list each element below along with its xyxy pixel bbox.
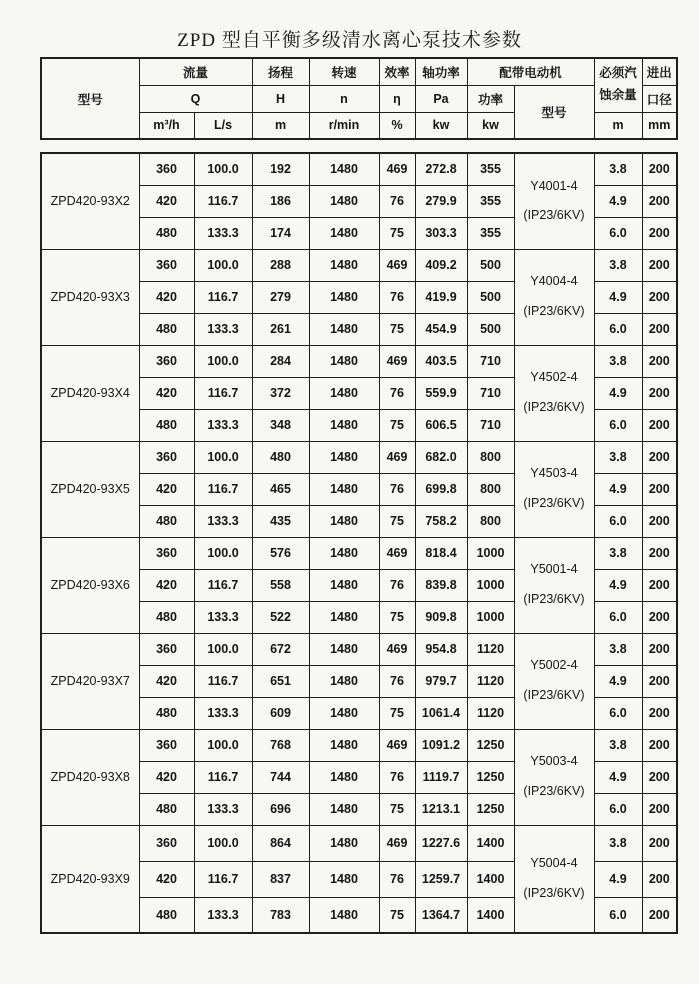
cell-npsh: 6.0 xyxy=(594,897,642,933)
pump-model-cell: ZPD420-93X7 xyxy=(41,633,139,729)
cell-flow-ls: 116.7 xyxy=(194,281,252,313)
cell-flow-ls: 100.0 xyxy=(194,345,252,377)
cell-speed: 1480 xyxy=(309,153,379,185)
col-header-head-symbol: H xyxy=(252,85,309,112)
cell-speed: 1480 xyxy=(309,505,379,537)
col-header-motor-model: 型号 xyxy=(514,85,594,139)
cell-efficiency: 76 xyxy=(379,473,415,505)
pump-model-cell: ZPD420-93X8 xyxy=(41,729,139,825)
cell-port: 200 xyxy=(642,537,677,569)
col-header-speed-symbol: n xyxy=(309,85,379,112)
cell-speed: 1480 xyxy=(309,825,379,861)
cell-flow-ls: 116.7 xyxy=(194,861,252,897)
cell-flow-m3h: 480 xyxy=(139,601,194,633)
cell-port: 200 xyxy=(642,761,677,793)
npsh-label-line2: 蚀余量 xyxy=(599,88,637,103)
col-header-motor: 配带电动机 xyxy=(467,58,594,85)
cell-head: 288 xyxy=(252,249,309,281)
cell-speed: 1480 xyxy=(309,665,379,697)
cell-head: 284 xyxy=(252,345,309,377)
cell-flow-ls: 133.3 xyxy=(194,793,252,825)
cell-speed: 1480 xyxy=(309,377,379,409)
cell-flow-m3h: 360 xyxy=(139,441,194,473)
cell-efficiency: 76 xyxy=(379,665,415,697)
cell-efficiency: 76 xyxy=(379,569,415,601)
col-header-efficiency-symbol: η xyxy=(379,85,415,112)
cell-npsh: 3.8 xyxy=(594,345,642,377)
cell-flow-ls: 100.0 xyxy=(194,825,252,861)
cell-flow-ls: 116.7 xyxy=(194,569,252,601)
npsh-label-line1: 必须汽 xyxy=(599,66,637,81)
cell-port: 200 xyxy=(642,861,677,897)
cell-head: 609 xyxy=(252,697,309,729)
cell-speed: 1480 xyxy=(309,441,379,473)
cell-shaft-power: 1119.7 xyxy=(415,761,467,793)
cell-flow-m3h: 420 xyxy=(139,861,194,897)
page-title: ZPD 型自平衡多级清水离心泵技术参数 xyxy=(177,30,522,51)
cell-speed: 1480 xyxy=(309,281,379,313)
cell-shaft-power: 403.5 xyxy=(415,345,467,377)
cell-motor-power: 800 xyxy=(467,505,514,537)
cell-npsh: 3.8 xyxy=(594,633,642,665)
cell-flow-m3h: 480 xyxy=(139,313,194,345)
cell-head: 522 xyxy=(252,601,309,633)
cell-efficiency: 75 xyxy=(379,793,415,825)
cell-flow-m3h: 420 xyxy=(139,569,194,601)
cell-port: 200 xyxy=(642,601,677,633)
table-row xyxy=(41,633,677,665)
cell-shaft-power: 839.8 xyxy=(415,569,467,601)
col-header-head: 扬程 xyxy=(252,58,309,85)
cell-flow-ls: 100.0 xyxy=(194,249,252,281)
motor-model-cell xyxy=(514,249,594,345)
cell-port: 200 xyxy=(642,409,677,441)
cell-flow-ls: 100.0 xyxy=(194,441,252,473)
table-row xyxy=(41,441,677,473)
cell-flow-ls: 116.7 xyxy=(194,473,252,505)
cell-flow-m3h: 480 xyxy=(139,697,194,729)
col-header-port-line2: 口径 xyxy=(642,85,677,112)
cell-motor-power: 800 xyxy=(467,441,514,473)
cell-speed: 1480 xyxy=(309,897,379,933)
cell-port: 200 xyxy=(642,377,677,409)
motor-model-line1: Y5001-4 xyxy=(530,562,578,577)
data-table xyxy=(40,152,678,934)
cell-npsh: 3.8 xyxy=(594,441,642,473)
cell-shaft-power: 758.2 xyxy=(415,505,467,537)
cell-port: 200 xyxy=(642,345,677,377)
cell-shaft-power: 303.3 xyxy=(415,217,467,249)
cell-shaft-power: 1213.1 xyxy=(415,793,467,825)
cell-efficiency: 469 xyxy=(379,825,415,861)
motor-model-cell xyxy=(514,345,594,441)
cell-motor-power: 500 xyxy=(467,313,514,345)
cell-flow-m3h: 420 xyxy=(139,473,194,505)
cell-speed: 1480 xyxy=(309,313,379,345)
cell-head: 186 xyxy=(252,185,309,217)
cell-flow-ls: 116.7 xyxy=(194,761,252,793)
cell-head: 435 xyxy=(252,505,309,537)
cell-efficiency: 75 xyxy=(379,897,415,933)
motor-model-line2: (IP23/6KV) xyxy=(523,592,585,606)
cell-motor-power: 1250 xyxy=(467,729,514,761)
motor-model-cell xyxy=(514,729,594,825)
cell-head: 576 xyxy=(252,537,309,569)
unit-flow-ls: L/s xyxy=(194,112,252,139)
cell-flow-m3h: 360 xyxy=(139,633,194,665)
cell-motor-power: 500 xyxy=(467,249,514,281)
cell-efficiency: 75 xyxy=(379,601,415,633)
cell-flow-m3h: 360 xyxy=(139,537,194,569)
cell-motor-power: 800 xyxy=(467,473,514,505)
cell-speed: 1480 xyxy=(309,601,379,633)
cell-speed: 1480 xyxy=(309,697,379,729)
cell-head: 837 xyxy=(252,861,309,897)
cell-port: 200 xyxy=(642,473,677,505)
motor-model-line1: Y5002-4 xyxy=(530,658,578,673)
cell-npsh: 6.0 xyxy=(594,697,642,729)
cell-flow-m3h: 360 xyxy=(139,249,194,281)
motor-model-line1: Y4001-4 xyxy=(530,178,578,193)
cell-flow-ls: 133.3 xyxy=(194,897,252,933)
cell-efficiency: 469 xyxy=(379,153,415,185)
cell-efficiency: 469 xyxy=(379,633,415,665)
cell-shaft-power: 909.8 xyxy=(415,601,467,633)
cell-flow-ls: 116.7 xyxy=(194,185,252,217)
cell-speed: 1480 xyxy=(309,473,379,505)
cell-head: 261 xyxy=(252,313,309,345)
table-row xyxy=(41,537,677,569)
col-header-flow-symbol: Q xyxy=(139,85,252,112)
cell-flow-m3h: 480 xyxy=(139,897,194,933)
cell-motor-power: 1000 xyxy=(467,537,514,569)
cell-shaft-power: 419.9 xyxy=(415,281,467,313)
unit-npsh: m xyxy=(594,112,642,139)
cell-port: 200 xyxy=(642,665,677,697)
cell-flow-ls: 116.7 xyxy=(194,377,252,409)
col-header-flow: 流量 xyxy=(139,58,252,85)
cell-npsh: 6.0 xyxy=(594,217,642,249)
pump-model-cell: ZPD420-93X4 xyxy=(41,345,139,441)
motor-model-line2: (IP23/6KV) xyxy=(523,400,585,414)
cell-motor-power: 1000 xyxy=(467,601,514,633)
cell-port: 200 xyxy=(642,569,677,601)
cell-shaft-power: 699.8 xyxy=(415,473,467,505)
motor-model-line2: (IP23/6KV) xyxy=(523,885,585,900)
cell-flow-ls: 100.0 xyxy=(194,153,252,185)
cell-npsh: 4.9 xyxy=(594,861,642,897)
cell-flow-m3h: 360 xyxy=(139,153,194,185)
cell-speed: 1480 xyxy=(309,633,379,665)
cell-motor-power: 1400 xyxy=(467,897,514,933)
col-header-model: 型号 xyxy=(41,58,139,139)
cell-head: 192 xyxy=(252,153,309,185)
cell-port: 200 xyxy=(642,697,677,729)
cell-efficiency: 76 xyxy=(379,185,415,217)
cell-efficiency: 469 xyxy=(379,537,415,569)
unit-shaft-power: kw xyxy=(415,112,467,139)
col-header-efficiency: 效率 xyxy=(379,58,415,85)
cell-head: 558 xyxy=(252,569,309,601)
table-row xyxy=(41,153,677,185)
cell-efficiency: 75 xyxy=(379,217,415,249)
cell-flow-m3h: 480 xyxy=(139,217,194,249)
cell-flow-ls: 133.3 xyxy=(194,601,252,633)
motor-model-line2: (IP23/6KV) xyxy=(523,208,585,223)
motor-model-cell xyxy=(514,441,594,537)
col-header-shaft-power-symbol: Pa xyxy=(415,85,467,112)
cell-motor-power: 1400 xyxy=(467,825,514,861)
table-row xyxy=(41,729,677,761)
col-header-port-line1: 进出 xyxy=(642,58,677,85)
cell-port: 200 xyxy=(642,897,677,933)
cell-npsh: 6.0 xyxy=(594,601,642,633)
cell-speed: 1480 xyxy=(309,345,379,377)
cell-npsh: 4.9 xyxy=(594,569,642,601)
cell-speed: 1480 xyxy=(309,217,379,249)
header-table xyxy=(40,57,678,140)
cell-npsh: 4.9 xyxy=(594,377,642,409)
cell-motor-power: 710 xyxy=(467,377,514,409)
cell-head: 279 xyxy=(252,281,309,313)
col-header-npsh xyxy=(594,58,642,112)
cell-head: 783 xyxy=(252,897,309,933)
cell-flow-m3h: 420 xyxy=(139,281,194,313)
motor-model-line1: Y4503-4 xyxy=(530,466,578,481)
table-row xyxy=(41,825,677,861)
cell-flow-m3h: 480 xyxy=(139,505,194,537)
cell-npsh: 4.9 xyxy=(594,665,642,697)
cell-npsh: 4.9 xyxy=(594,281,642,313)
cell-port: 200 xyxy=(642,825,677,861)
motor-model-line1: Y5003-4 xyxy=(530,754,578,769)
cell-efficiency: 76 xyxy=(379,761,415,793)
cell-port: 200 xyxy=(642,281,677,313)
cell-efficiency: 76 xyxy=(379,377,415,409)
col-header-speed: 转速 xyxy=(309,58,379,85)
cell-npsh: 6.0 xyxy=(594,409,642,441)
cell-flow-ls: 133.3 xyxy=(194,409,252,441)
cell-shaft-power: 682.0 xyxy=(415,441,467,473)
cell-shaft-power: 279.9 xyxy=(415,185,467,217)
cell-head: 768 xyxy=(252,729,309,761)
cell-port: 200 xyxy=(642,249,677,281)
cell-npsh: 6.0 xyxy=(594,505,642,537)
cell-shaft-power: 454.9 xyxy=(415,313,467,345)
motor-model-cell xyxy=(514,537,594,633)
cell-npsh: 4.9 xyxy=(594,473,642,505)
motor-model-line1: Y4502-4 xyxy=(530,370,578,385)
cell-flow-m3h: 420 xyxy=(139,377,194,409)
cell-speed: 1480 xyxy=(309,793,379,825)
cell-flow-ls: 133.3 xyxy=(194,313,252,345)
col-header-motor-power: 功率 xyxy=(467,85,514,112)
cell-motor-power: 355 xyxy=(467,185,514,217)
cell-shaft-power: 818.4 xyxy=(415,537,467,569)
cell-speed: 1480 xyxy=(309,569,379,601)
cell-npsh: 3.8 xyxy=(594,729,642,761)
cell-port: 200 xyxy=(642,793,677,825)
cell-flow-m3h: 480 xyxy=(139,409,194,441)
cell-speed: 1480 xyxy=(309,729,379,761)
cell-motor-power: 1250 xyxy=(467,793,514,825)
pump-model-cell: ZPD420-93X6 xyxy=(41,537,139,633)
cell-speed: 1480 xyxy=(309,861,379,897)
cell-flow-ls: 100.0 xyxy=(194,729,252,761)
cell-head: 651 xyxy=(252,665,309,697)
cell-flow-m3h: 360 xyxy=(139,729,194,761)
cell-npsh: 6.0 xyxy=(594,313,642,345)
cell-shaft-power: 1091.2 xyxy=(415,729,467,761)
cell-npsh: 4.9 xyxy=(594,761,642,793)
cell-port: 200 xyxy=(642,217,677,249)
cell-head: 672 xyxy=(252,633,309,665)
cell-npsh: 3.8 xyxy=(594,153,642,185)
unit-efficiency: % xyxy=(379,112,415,139)
cell-motor-power: 500 xyxy=(467,281,514,313)
cell-head: 864 xyxy=(252,825,309,861)
pump-model-cell: ZPD420-93X5 xyxy=(41,441,139,537)
cell-efficiency: 469 xyxy=(379,345,415,377)
cell-port: 200 xyxy=(642,633,677,665)
motor-model-cell xyxy=(514,825,594,933)
cell-npsh: 6.0 xyxy=(594,793,642,825)
cell-head: 372 xyxy=(252,377,309,409)
cell-efficiency: 75 xyxy=(379,505,415,537)
cell-head: 348 xyxy=(252,409,309,441)
cell-efficiency: 75 xyxy=(379,697,415,729)
motor-model-line1: Y5004-4 xyxy=(530,856,578,870)
cell-motor-power: 1000 xyxy=(467,569,514,601)
cell-shaft-power: 272.8 xyxy=(415,153,467,185)
cell-speed: 1480 xyxy=(309,761,379,793)
cell-speed: 1480 xyxy=(309,185,379,217)
cell-speed: 1480 xyxy=(309,537,379,569)
cell-flow-m3h: 420 xyxy=(139,761,194,793)
unit-motor-power: kw xyxy=(467,112,514,139)
cell-shaft-power: 954.8 xyxy=(415,633,467,665)
cell-shaft-power: 1227.6 xyxy=(415,825,467,861)
cell-efficiency: 75 xyxy=(379,409,415,441)
cell-port: 200 xyxy=(642,185,677,217)
cell-flow-m3h: 420 xyxy=(139,185,194,217)
cell-shaft-power: 1061.4 xyxy=(415,697,467,729)
cell-port: 200 xyxy=(642,729,677,761)
cell-motor-power: 710 xyxy=(467,409,514,441)
table-row xyxy=(41,345,677,377)
cell-flow-ls: 100.0 xyxy=(194,633,252,665)
cell-head: 480 xyxy=(252,441,309,473)
cell-npsh: 3.8 xyxy=(594,825,642,861)
cell-port: 200 xyxy=(642,441,677,473)
cell-efficiency: 469 xyxy=(379,249,415,281)
unit-flow-m3h: m³/h xyxy=(139,112,194,139)
cell-efficiency: 469 xyxy=(379,729,415,761)
cell-head: 696 xyxy=(252,793,309,825)
motor-model-line2: (IP23/6KV) xyxy=(523,496,585,510)
cell-port: 200 xyxy=(642,505,677,537)
cell-port: 200 xyxy=(642,313,677,345)
unit-head: m xyxy=(252,112,309,139)
cell-motor-power: 355 xyxy=(467,153,514,185)
motor-model-line2: (IP23/6KV) xyxy=(523,784,585,798)
cell-efficiency: 75 xyxy=(379,313,415,345)
cell-motor-power: 355 xyxy=(467,217,514,249)
motor-model-cell xyxy=(514,633,594,729)
cell-shaft-power: 606.5 xyxy=(415,409,467,441)
cell-speed: 1480 xyxy=(309,249,379,281)
motor-model-line2: (IP23/6KV) xyxy=(523,688,585,702)
cell-flow-ls: 116.7 xyxy=(194,665,252,697)
cell-efficiency: 76 xyxy=(379,281,415,313)
cell-npsh: 4.9 xyxy=(594,185,642,217)
cell-head: 465 xyxy=(252,473,309,505)
cell-motor-power: 1120 xyxy=(467,697,514,729)
cell-flow-ls: 100.0 xyxy=(194,537,252,569)
cell-motor-power: 1400 xyxy=(467,861,514,897)
unit-speed: r/min xyxy=(309,112,379,139)
cell-flow-m3h: 360 xyxy=(139,345,194,377)
cell-head: 174 xyxy=(252,217,309,249)
cell-flow-m3h: 420 xyxy=(139,665,194,697)
col-header-shaft-power: 轴功率 xyxy=(415,58,467,85)
unit-port: mm xyxy=(642,112,677,139)
cell-efficiency: 469 xyxy=(379,441,415,473)
pump-model-cell: ZPD420-93X9 xyxy=(41,825,139,933)
cell-flow-m3h: 360 xyxy=(139,825,194,861)
cell-npsh: 3.8 xyxy=(594,249,642,281)
pump-model-cell: ZPD420-93X3 xyxy=(41,249,139,345)
cell-motor-power: 1120 xyxy=(467,633,514,665)
cell-motor-power: 1120 xyxy=(467,665,514,697)
cell-flow-ls: 133.3 xyxy=(194,217,252,249)
cell-shaft-power: 409.2 xyxy=(415,249,467,281)
pump-model-cell: ZPD420-93X2 xyxy=(41,153,139,249)
cell-port: 200 xyxy=(642,153,677,185)
cell-npsh: 3.8 xyxy=(594,537,642,569)
cell-motor-power: 710 xyxy=(467,345,514,377)
cell-shaft-power: 979.7 xyxy=(415,665,467,697)
cell-efficiency: 76 xyxy=(379,861,415,897)
cell-flow-m3h: 480 xyxy=(139,793,194,825)
cell-shaft-power: 1364.7 xyxy=(415,897,467,933)
cell-shaft-power: 559.9 xyxy=(415,377,467,409)
cell-shaft-power: 1259.7 xyxy=(415,861,467,897)
cell-flow-ls: 133.3 xyxy=(194,697,252,729)
cell-flow-ls: 133.3 xyxy=(194,505,252,537)
motor-model-cell xyxy=(514,153,594,249)
cell-head: 744 xyxy=(252,761,309,793)
motor-model-line2: (IP23/6KV) xyxy=(523,304,585,318)
cell-motor-power: 1250 xyxy=(467,761,514,793)
motor-model-line1: Y4004-4 xyxy=(530,274,578,289)
table-row xyxy=(41,249,677,281)
cell-speed: 1480 xyxy=(309,409,379,441)
